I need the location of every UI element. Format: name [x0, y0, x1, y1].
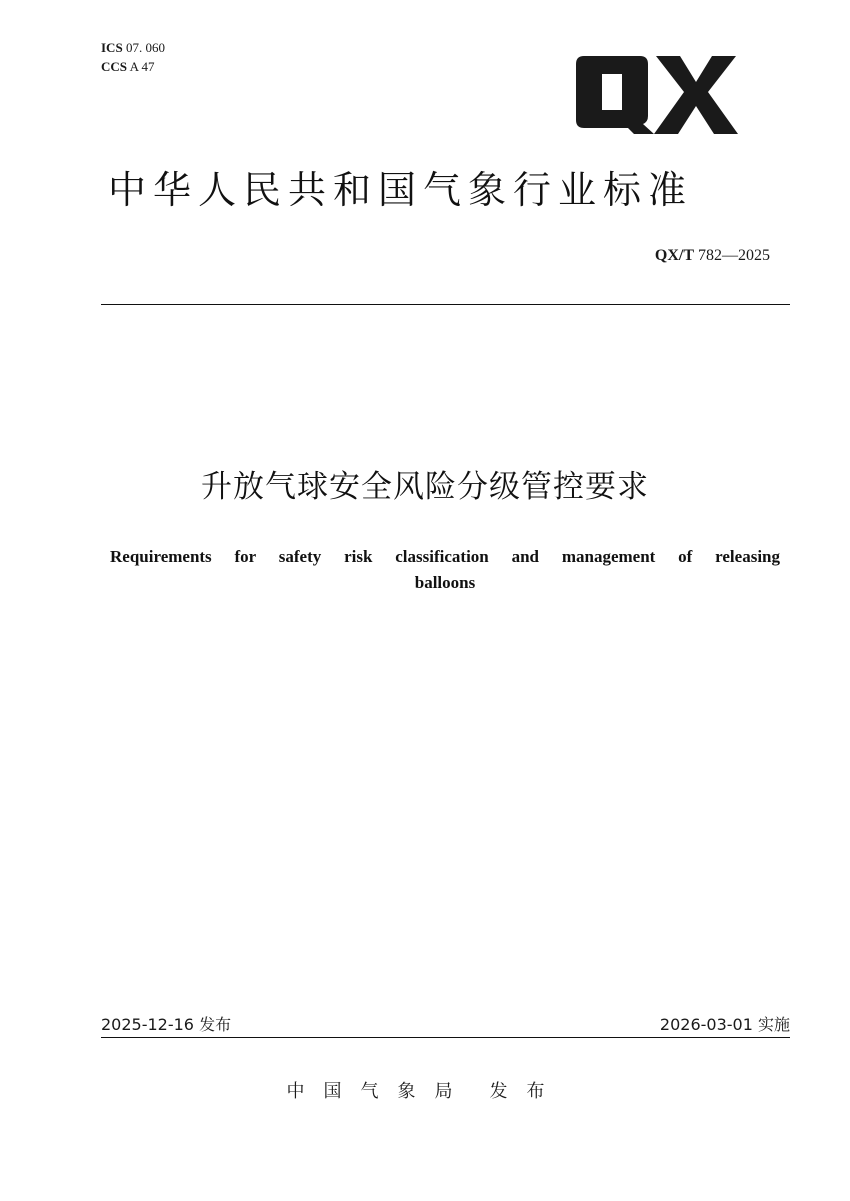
implementation-date-label: 实施 [757, 1015, 790, 1034]
bottom-divider [101, 1037, 790, 1038]
ics-value: 07. 060 [125, 40, 165, 55]
publisher-action: 发布 [489, 1081, 564, 1102]
ics-label: ICS [101, 40, 123, 55]
standard-number [655, 246, 770, 266]
title-en [110, 544, 780, 596]
org-title: 中华人民共和国气象行业标准 [108, 168, 694, 212]
ccs-value: A 47 [129, 59, 155, 74]
title-en-line2: balloons [414, 573, 476, 592]
publisher [0, 1080, 850, 1104]
title-cn: 升放气球安全风险分级管控要求 [201, 469, 649, 505]
qx-logo [570, 50, 738, 138]
standard-code: QX/T [654, 247, 694, 264]
title-en-line1: Requirements for safety risk classification and management of releasing [110, 547, 780, 566]
issue-date-label: 发布 [199, 1015, 232, 1034]
ics-code [101, 40, 165, 56]
top-divider [101, 304, 790, 305]
ccs-label: CCS [101, 59, 128, 74]
implementation-date [660, 1015, 790, 1035]
publisher-org: 中国气象局 [286, 1081, 472, 1102]
issue-date [101, 1015, 231, 1035]
issue-date-value: 2025-12-16 [101, 1015, 194, 1034]
implementation-date-value: 2026-03-01 [659, 1015, 753, 1034]
standard-number-value: 782—2025 [698, 247, 770, 264]
ccs-code [101, 59, 154, 75]
